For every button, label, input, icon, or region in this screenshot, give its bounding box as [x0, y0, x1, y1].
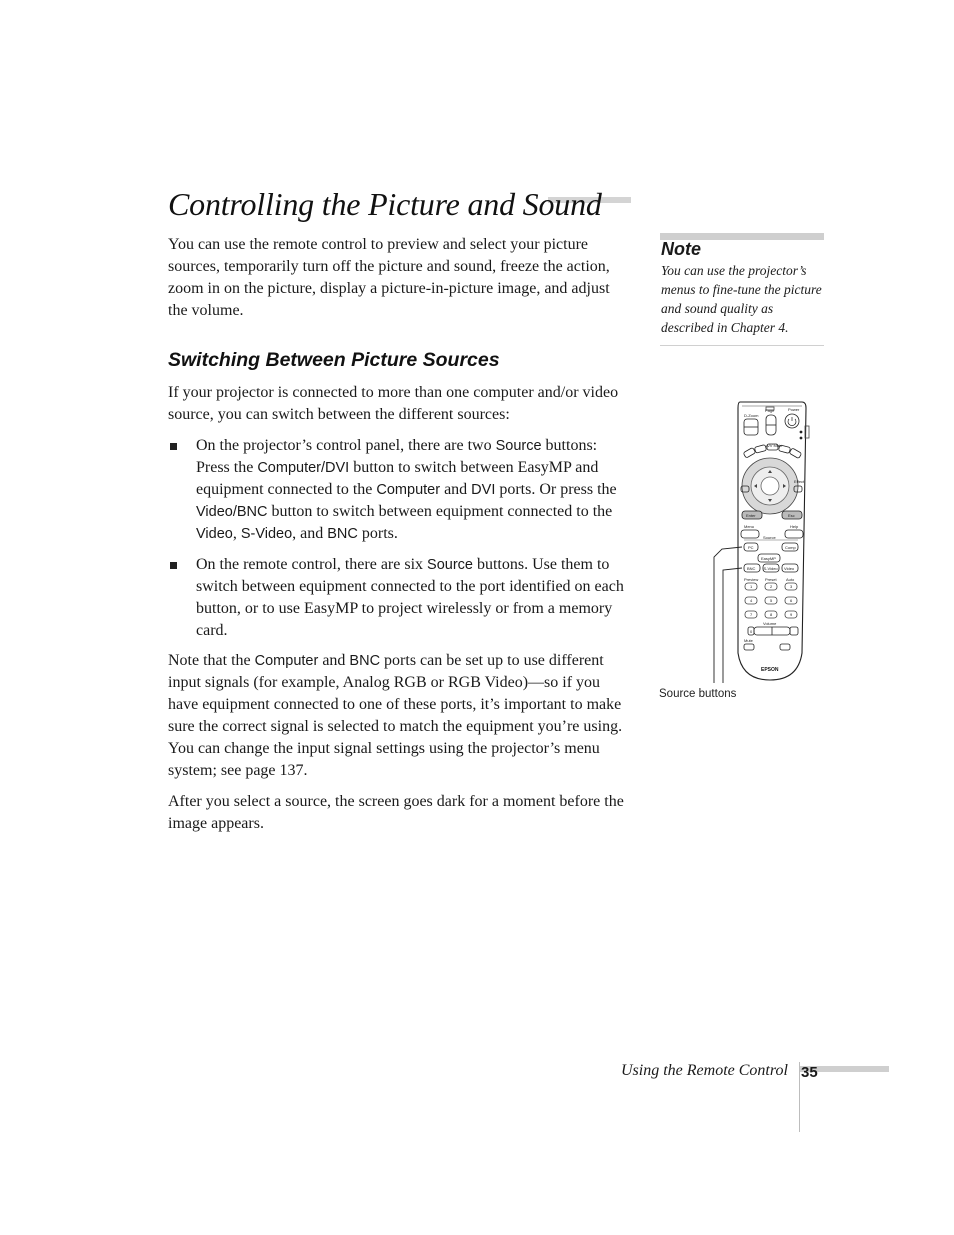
label-svideo: S-Video [763, 566, 778, 571]
note-heading: Note [661, 239, 701, 259]
svg-text:3: 3 [790, 584, 793, 589]
label-enter: Enter [746, 513, 756, 518]
label-menu: Menu [744, 524, 755, 529]
label-auto: Auto [786, 577, 795, 582]
input-signal-paragraph: Note that the Computer and BNC ports can be set up to use different input signals (for example, Analog RGB or RGB Video)—so if you have equipment connected to one of these ports, it’s important to make sure the correct signal is selected to match the equipment you’re using. You can change the input signal settings using the projector’s menu system; see page 137. [168, 652, 623, 779]
remote-control-illustration [708, 398, 818, 683]
note-rule [660, 345, 824, 346]
note-body: You can use the projector’s menus to fine-tune the picture and sound quality as described in Chapter 4. [661, 263, 822, 335]
brand-logo: EPSON [761, 667, 779, 673]
label-comp: Comp [785, 545, 796, 550]
page-title: Controlling the Picture and Sound [168, 186, 602, 222]
label-esc: Esc [788, 513, 795, 518]
page-number: 35 [801, 1064, 818, 1081]
label-source: Source [763, 535, 776, 540]
sources-intro-paragraph: If your projector is connected to more than one computer and/or video source, you can switch between the different sources: [168, 384, 619, 423]
label-dzoom: D-Zoom [744, 413, 759, 418]
label-page: Page [765, 408, 775, 413]
figure-caption: Source buttons [659, 688, 737, 700]
svg-text:6: 6 [790, 598, 793, 603]
bullet-control-panel [168, 435, 633, 545]
label-avmute: A/V Mute [766, 443, 783, 448]
bullet-marker [170, 562, 177, 569]
label-pc: PC [748, 545, 754, 550]
svg-text:5: 5 [770, 598, 773, 603]
label-preset: Preset [765, 577, 777, 582]
label-help: Help [790, 524, 799, 529]
footer-section-label: Using the Remote Control [621, 1062, 788, 1079]
label-video: Video [784, 566, 795, 571]
footer-divider [799, 1062, 800, 1132]
dpad-center-button [761, 477, 779, 495]
label-bnc: BNC [747, 566, 756, 571]
svg-text:7: 7 [750, 612, 753, 617]
svg-text:1: 1 [750, 584, 753, 589]
bullet-marker [170, 443, 177, 450]
label-preview: Preview [744, 577, 759, 582]
label-power: Power [788, 407, 800, 412]
label-volume: Volume [763, 621, 777, 626]
svg-text:0: 0 [750, 629, 753, 634]
bullet-text: On the projector’s control panel, there are two Source buttons: Press the Computer/DVI button to switch between EasyMP and equipment connected to the Computer and DVI ports. Or press the Video/BNC button to switch between equipment connected to the Video, S-Video, and BNC ports. [196, 437, 617, 542]
bullet-text: On the remote control, there are six Source buttons. Use them to switch between equipment connected to the port identified on each button, or to use EasyMP to project wirelessly or from a memory card. [196, 556, 624, 639]
bullet-remote-control [168, 554, 633, 642]
svg-text:4: 4 [750, 598, 753, 603]
label-easymp: EasyMP [761, 556, 776, 561]
section-heading: Switching Between Picture Sources [168, 349, 500, 371]
intro-paragraph: You can use the remote control to preview and select your picture sources, temporarily turn off the picture and sound, freeze the action, zoom in on the picture, display a picture-in-picture image, and adjust the volume. [168, 236, 610, 319]
label-mute: Mute [744, 638, 753, 643]
label-effect: Effect [794, 479, 805, 484]
svg-text:2: 2 [770, 584, 773, 589]
svg-text:8: 8 [770, 612, 773, 617]
svg-text:9: 9 [790, 612, 793, 617]
after-source-paragraph: After you select a source, the screen goes dark for a moment before the image appears. [168, 793, 624, 832]
